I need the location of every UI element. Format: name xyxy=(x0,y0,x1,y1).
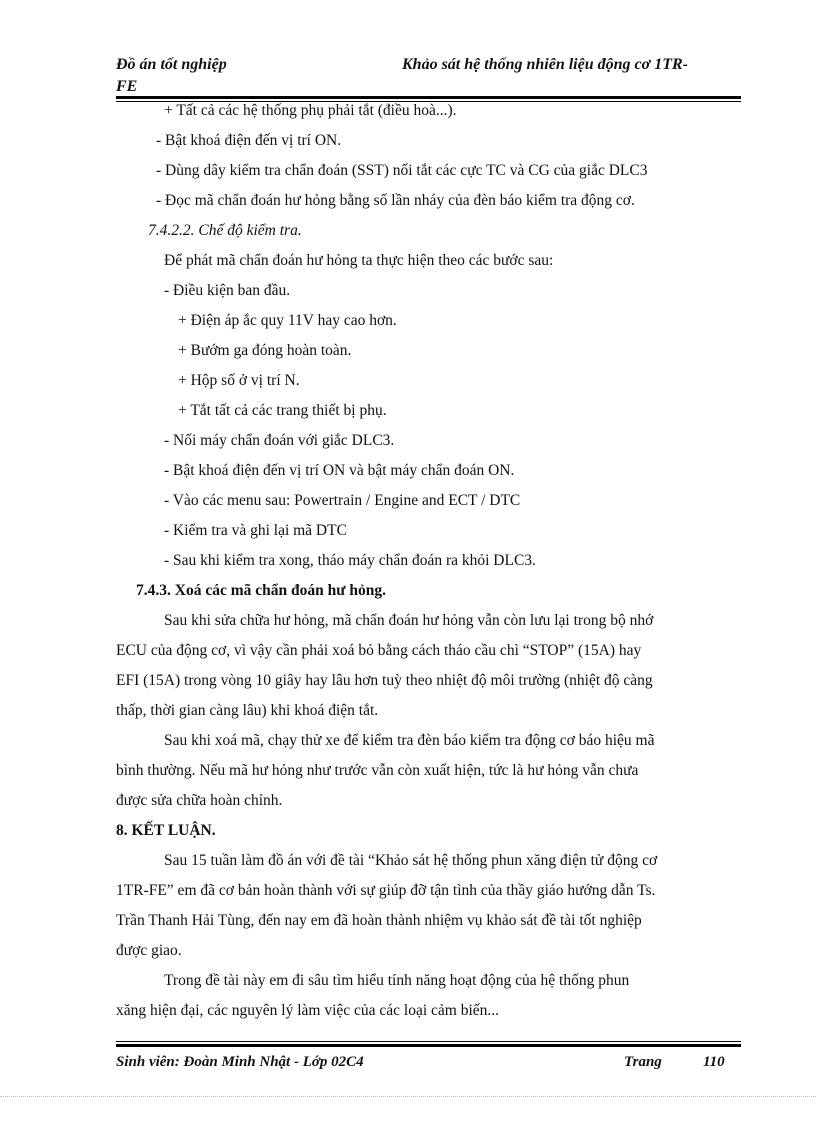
section-heading: 7.4.3. Xoá các mã chẩn đoán hư hỏng. xyxy=(136,582,387,599)
list-item: + Tất cả các hệ thống phụ phải tắt (điều hoà...). xyxy=(164,102,457,119)
list-item: - Kiểm tra và ghi lại mã DTC xyxy=(164,522,347,539)
list-item: - Bật khoá điện đến vị trí ON và bật máy chẩn đoán ON. xyxy=(164,462,515,479)
paragraph-line: xăng hiện đại, các nguyên lý làm việc của các loại cảm biến... xyxy=(116,1002,500,1019)
paragraph-line: Trần Thanh Hải Tùng, đến nay em đã hoàn thành nhiệm vụ khảo sát đề tài tốt nghiệp xyxy=(116,912,642,929)
header-rule-thick xyxy=(116,96,741,99)
header-left-title-continued: FE xyxy=(116,78,138,95)
list-item: + Tắt tất cả các trang thiết bị phụ. xyxy=(178,402,387,419)
paragraph-line: thấp, thời gian càng lâu) khi khoá điện tắt. xyxy=(116,702,379,719)
footer-rule-thick xyxy=(116,1044,741,1047)
paragraph-line: Sau khi sửa chữa hư hỏng, mã chẩn đoán hư hỏng vẫn còn lưu lại trong bộ nhớ xyxy=(164,612,654,629)
paragraph-line: Sau 15 tuần làm đồ án với đề tài “Khảo sát hệ thống phun xăng điện tử động cơ xyxy=(164,852,658,869)
footer-page-label: Trang xyxy=(624,1054,662,1070)
paragraph-line: Sau khi xoá mã, chạy thử xe để kiểm tra đèn báo kiểm tra động cơ báo hiệu mã xyxy=(164,732,655,749)
list-item: - Dùng dây kiểm tra chẩn đoán (SST) nối tắt các cực TC và CG của giắc DLC3 xyxy=(156,162,648,179)
list-item: - Vào các menu sau: Powertrain / Engine and ECT / DTC xyxy=(164,492,521,509)
footer-page-number: 110 xyxy=(703,1054,725,1070)
footer-student: Sinh viên: Đoàn Minh Nhật - Lớp 02C4 xyxy=(116,1054,364,1070)
footer-rule-thin xyxy=(116,1041,741,1042)
page-bottom-divider xyxy=(0,1096,816,1097)
list-item: - Điều kiện ban đầu. xyxy=(164,282,291,299)
list-item: + Điện áp ắc quy 11V hay cao hơn. xyxy=(178,312,397,329)
header-left-title: Đồ án tốt nghiệp xyxy=(116,56,227,73)
list-item: + Bướm ga đóng hoàn toàn. xyxy=(178,342,352,359)
list-item: - Đọc mã chẩn đoán hư hỏng bằng số lần nháy của đèn báo kiểm tra động cơ. xyxy=(156,192,635,209)
paragraph-line: ECU của động cơ, vì vậy cần phải xoá bỏ bằng cách tháo cầu chì “STOP” (15A) hay xyxy=(116,642,642,659)
list-item: + Hộp số ở vị trí N. xyxy=(178,372,300,389)
list-item: - Bật khoá điện đến vị trí ON. xyxy=(156,132,342,149)
list-item: - Sau khi kiểm tra xong, tháo máy chẩn đoán ra khỏi DLC3. xyxy=(164,552,536,569)
subsection-heading: 7.4.2.2. Chế độ kiểm tra. xyxy=(148,222,302,239)
paragraph-line: được giao. xyxy=(116,942,182,959)
list-item: - Nối máy chẩn đoán với giắc DLC3. xyxy=(164,432,395,449)
header-right-title: Khảo sát hệ thống nhiên liệu động cơ 1TR- xyxy=(402,56,688,73)
paragraph-line: 1TR-FE” em đã cơ bản hoàn thành với sự giúp đỡ tận tình của thầy giáo hướng dẫn Ts. xyxy=(116,882,656,899)
section-heading: 8. KẾT LUẬN. xyxy=(116,822,216,839)
paragraph-line: Trong đề tài này em đi sâu tìm hiểu tính năng hoạt động của hệ thống phun xyxy=(164,972,630,989)
paragraph-line: được sửa chữa hoàn chỉnh. xyxy=(116,792,283,809)
paragraph-line: bình thường. Nếu mã hư hỏng như trước vẫn còn xuất hiện, tức là hư hỏng vẫn chưa xyxy=(116,762,639,779)
paragraph-line: EFI (15A) trong vòng 10 giây hay lâu hơn tuỳ theo nhiệt độ môi trường (nhiệt độ càng xyxy=(116,672,653,689)
paragraph-line: Để phát mã chẩn đoán hư hỏng ta thực hiện theo các bước sau: xyxy=(164,252,554,269)
